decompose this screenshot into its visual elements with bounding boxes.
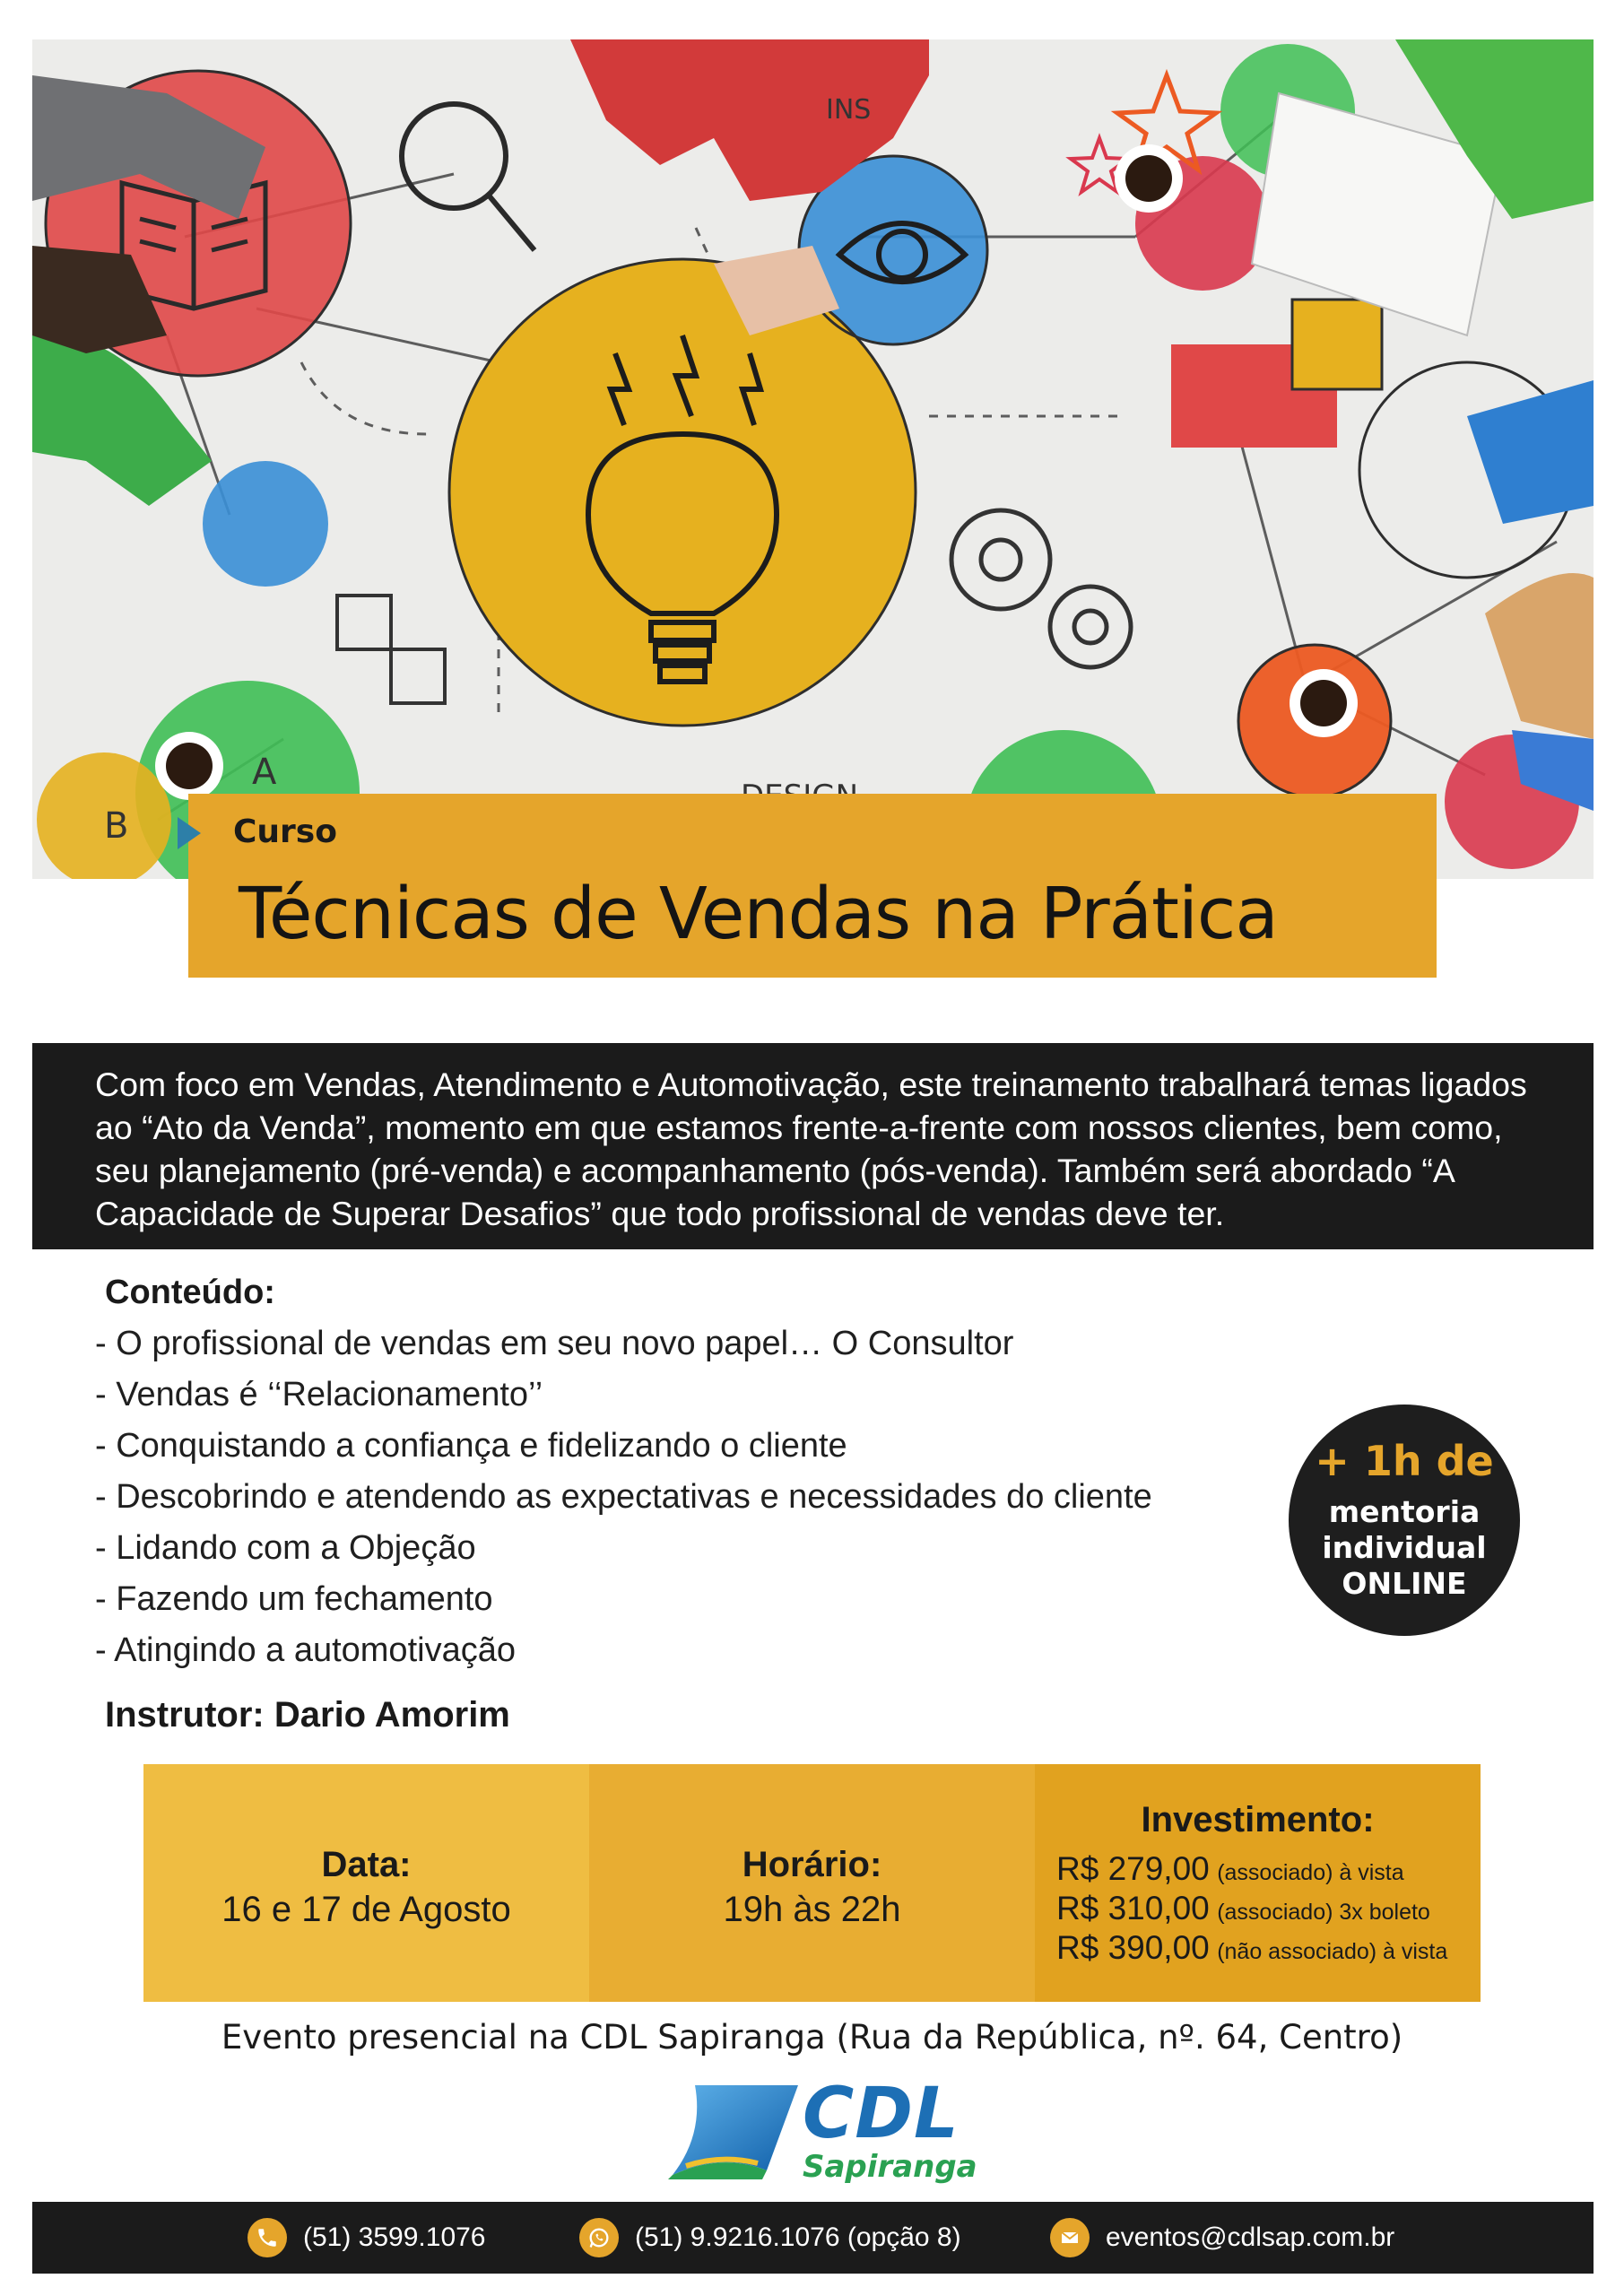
sketch-letter-a: A	[252, 752, 277, 793]
description-text: Com foco em Vendas, Atendimento e Automotivação, este treinamento trabalhará temas ligados ao “Ato da Venda”, momento em que estamos frente-a-frente com nossos clientes, bem como, seu planejamento (pré-venda) e acompanhamento (pós-venda). Também será abordado “A Capacidade de Superar Desafios” que todo profissional de vendas deve ter.	[95, 1065, 1527, 1232]
date-title: Data:	[321, 1845, 412, 1884]
contact-phone[interactable]	[248, 2218, 486, 2257]
mail-icon	[1050, 2218, 1090, 2257]
phone-icon	[248, 2218, 287, 2257]
badge-line-2: mentoria	[1328, 1494, 1481, 1529]
description-band	[32, 1043, 1594, 1249]
price-amount: R$ 279,00	[1056, 1850, 1210, 1887]
price-note: (não associado) à vista	[1217, 1939, 1448, 1964]
price-row	[1056, 1890, 1430, 1927]
contact-whatsapp[interactable]	[579, 2218, 961, 2257]
list-item: - Lidando com a Objeção	[95, 1529, 476, 1567]
price-note: (associado) 3x boleto	[1217, 1900, 1430, 1925]
price-cell	[1035, 1764, 1481, 2002]
time-cell	[589, 1764, 1035, 2002]
course-title-box	[188, 794, 1437, 978]
contact-email[interactable]	[1050, 2218, 1394, 2257]
course-title: Técnicas de Vendas na Prática	[239, 873, 1278, 955]
sketch-letter-b: B	[104, 805, 129, 847]
email-address: eventos@cdlsap.com.br	[1106, 2222, 1395, 2252]
list-item: - Conquistando a confiança e fidelizando o cliente	[95, 1427, 847, 1465]
cdl-logo-mark-icon	[668, 2081, 803, 2179]
time-value: 19h às 22h	[723, 1890, 901, 1929]
whatsapp-number: (51) 9.9216.1076 (opção 8)	[635, 2222, 961, 2252]
badge-line-3: individual	[1322, 1530, 1487, 1565]
list-item: - Atingindo a automotivação	[95, 1631, 516, 1669]
instructor-name: Instrutor: Dario Amorim	[105, 1695, 510, 1735]
date-cell	[143, 1764, 589, 2002]
time-title: Horário:	[742, 1845, 882, 1884]
price-amount: R$ 310,00	[1056, 1890, 1210, 1926]
sketch-word-ins: INS	[826, 94, 872, 126]
price-amount: R$ 390,00	[1056, 1929, 1210, 1966]
price-row	[1056, 1929, 1447, 1967]
brainstorm-sketch-image	[32, 39, 1594, 879]
price-row	[1056, 1850, 1404, 1888]
contact-bar	[32, 2202, 1594, 2274]
arrow-icon	[178, 817, 201, 849]
cdl-logo	[668, 2074, 977, 2188]
list-item: - Descobrindo e atendendo as expectativas e necessidades do cliente	[95, 1478, 1152, 1516]
phone-number: (51) 3599.1076	[303, 2222, 486, 2252]
whatsapp-icon	[579, 2218, 619, 2257]
price-title: Investimento:	[1141, 1800, 1375, 1839]
date-value: 16 e 17 de Agosto	[221, 1890, 511, 1929]
mentoring-badge	[1289, 1405, 1520, 1636]
badge-line-4: ONLINE	[1342, 1566, 1467, 1601]
list-item: - Vendas é ‘‘Relacionamento’’	[95, 1376, 543, 1413]
course-info-table	[143, 1764, 1481, 2002]
event-location: Evento presencial na CDL Sapiranga (Rua da República, nº. 64, Centro)	[221, 2018, 1403, 2057]
contents-list	[95, 1318, 1152, 1676]
hero-illustration	[32, 39, 1594, 879]
list-item: - O profissional de vendas em seu novo papel… O Consultor	[95, 1325, 1014, 1362]
list-item: - Fazendo um fechamento	[95, 1580, 493, 1618]
contents-title: Conteúdo:	[105, 1274, 275, 1311]
logo-subname: Sapiranga	[803, 2149, 977, 2185]
logo-name: CDL	[803, 2074, 960, 2154]
price-note: (associado) à vista	[1217, 1860, 1404, 1885]
course-label: Curso	[233, 813, 337, 850]
badge-line-1: + 1h de	[1315, 1437, 1494, 1485]
